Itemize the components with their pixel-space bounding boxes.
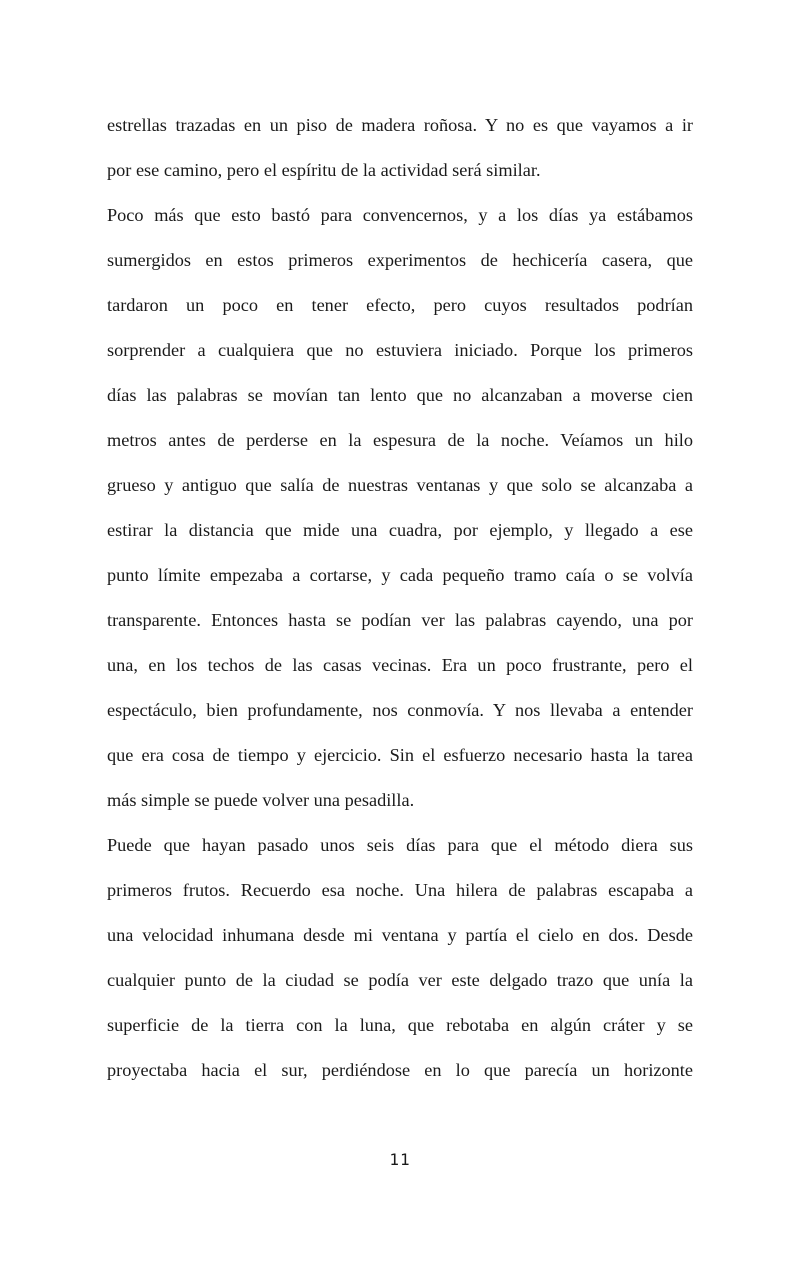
text-line: tardaron un poco en tener efecto, pero cuyos resultados podrían bbox=[107, 295, 693, 315]
text-line: estirar la distancia que mide una cuadra, por ejemplo, y llegado a ese bbox=[107, 520, 693, 540]
text-line: grueso y antiguo que salía de nuestras ventanas y que solo se alcanzaba a bbox=[107, 475, 693, 495]
text-line: que era cosa de tiempo y ejercicio. Sin el esfuerzo necesario hasta la tarea bbox=[107, 745, 693, 765]
page-body bbox=[107, 107, 693, 1097]
text-line: proyectaba hacia el sur, perdiéndose en lo que parecía un horizonte bbox=[107, 1060, 693, 1080]
text-line: superficie de la tierra con la luna, que rebotaba en algún cráter y se bbox=[107, 1015, 693, 1035]
text-line: espectáculo, bien profundamente, nos conmovía. Y nos llevaba a entender bbox=[107, 700, 693, 720]
text-line: una velocidad inhumana desde mi ventana y partía el cielo en dos. Desde bbox=[107, 925, 693, 945]
text-line: transparente. Entonces hasta se podían ver las palabras cayendo, una por bbox=[107, 610, 693, 630]
text-line: cualquier punto de la ciudad se podía ver este delgado trazo que unía la bbox=[107, 970, 693, 990]
page-number: 11 bbox=[389, 1150, 411, 1169]
text-line: punto límite empezaba a cortarse, y cada pequeño tramo caía o se volvía bbox=[107, 565, 693, 585]
text-line: estrellas trazadas en un piso de madera roñosa. Y no es que vayamos a ir bbox=[107, 115, 693, 135]
text-line: sorprender a cualquiera que no estuviera iniciado. Porque los primeros bbox=[107, 340, 693, 360]
text-line: primeros frutos. Recuerdo esa noche. Una hilera de palabras escapaba a bbox=[107, 880, 693, 900]
text-line: días las palabras se movían tan lento que no alcanzaban a moverse cien bbox=[107, 385, 693, 405]
text-line: por ese camino, pero el espíritu de la actividad será similar. bbox=[107, 160, 541, 180]
text-line: sumergidos en estos primeros experimentos de hechicería casera, que bbox=[107, 250, 693, 270]
text-line: más simple se puede volver una pesadilla. bbox=[107, 790, 415, 810]
text-line: metros antes de perderse en la espesura de la noche. Veíamos un hilo bbox=[107, 430, 693, 450]
text-line: una, en los techos de las casas vecinas. Era un poco frustrante, pero el bbox=[107, 655, 693, 675]
text-line: Poco más que esto bastó para convencernos, y a los días ya estábamos bbox=[107, 205, 693, 225]
text-line: Puede que hayan pasado unos seis días para que el método diera sus bbox=[107, 835, 693, 855]
